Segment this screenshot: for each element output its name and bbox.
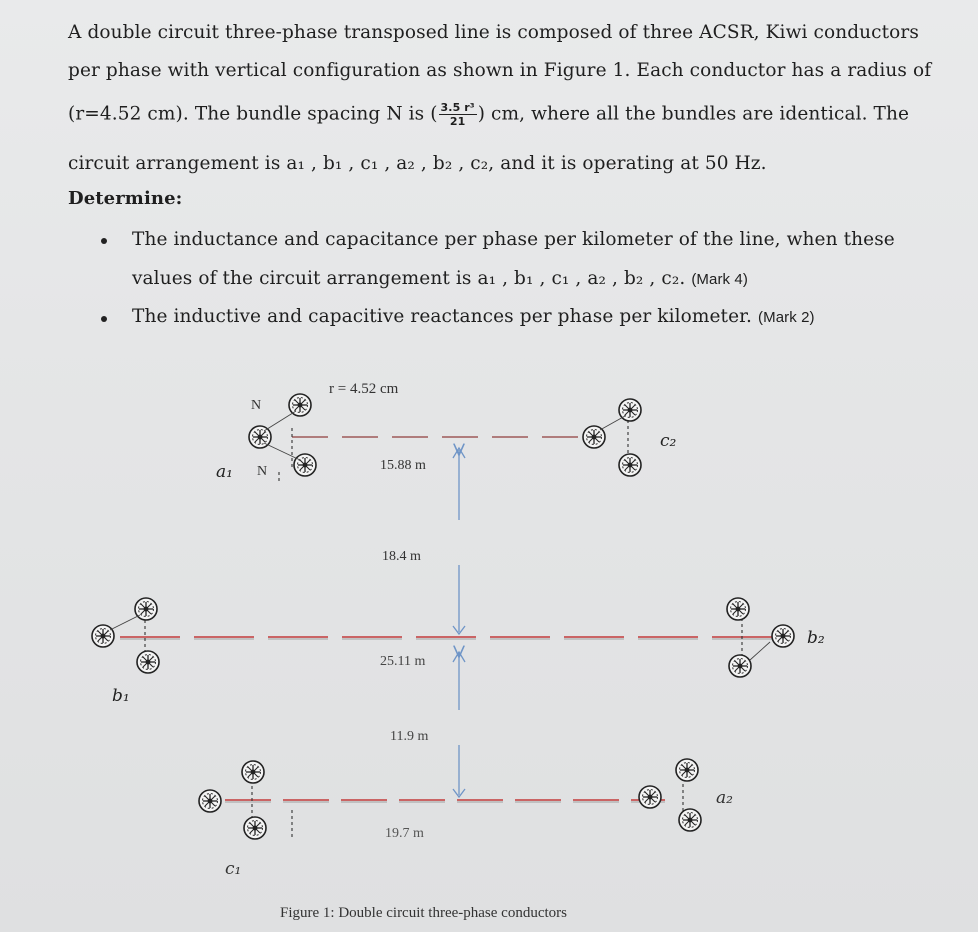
phase-label-a1: a₁	[216, 462, 233, 482]
figure-caption: Figure 1: Double circuit three-phase conductors	[280, 905, 567, 921]
bundle-c2	[583, 399, 641, 476]
problem-line-2: per phase with vertical configuration as shown in Figure 1. Each conductor has a radius of	[68, 60, 932, 81]
fraction-numerator: 3.5 r³	[440, 101, 475, 114]
bundle-ticks	[145, 420, 742, 840]
determine-heading: Determine:	[68, 188, 183, 209]
bottom-width-dimension: 19.7 m	[385, 826, 424, 841]
phase-label-a2: a₂	[716, 788, 733, 808]
top-width-dimension: 15.88 m	[380, 458, 426, 473]
bundle-a2	[639, 759, 701, 831]
bullet-2-mark: (Mark 2)	[758, 309, 815, 326]
problem-line-3-post: ) cm, where all the bundles are identical. The	[477, 103, 910, 125]
bullet-1-line-1: The inductance and capacitance per phase per kilometer of the line, when these	[132, 229, 895, 250]
bottom-level-dashed-line	[225, 800, 665, 802]
upper-vertical-dimension: 18.4 m	[382, 549, 421, 564]
bullet-2-text: The inductive and capacitive reactances per phase per kilometer.	[132, 306, 759, 327]
middle-width-dimension: 25.11 m	[380, 654, 426, 669]
phase-label-c2: c₂	[660, 431, 677, 451]
phase-label-c1: c₁	[225, 859, 242, 879]
bundle-spacing-label-top: N	[251, 398, 262, 413]
bundle-spacing-label-mid: N	[257, 464, 268, 479]
problem-line-1: A double circuit three-phase transposed line is composed of three ACSR, Kiwi conductors	[68, 22, 919, 43]
problem-line-4: circuit arrangement is a₁ , b₁ , c₁ , a₂ , b₂ , c₂, and it is operating at 50 Hz.	[68, 153, 767, 174]
middle-level-dashed-line	[120, 637, 780, 639]
phase-label-b1: b₁	[112, 686, 130, 706]
bullet-1-mark: (Mark 4)	[691, 271, 748, 288]
problem-line-3-pre: (r=4.52 cm). The bundle spacing N is (	[68, 103, 438, 125]
fraction-denominator: 21	[449, 115, 466, 128]
radius-label: r = 4.52 cm	[329, 381, 399, 397]
bundle-b1	[92, 598, 159, 673]
bullet-1-line-2-text: values of the circuit arrangement is a₁ , b₁ , c₁ , a₂ , b₂ , c₂.	[132, 268, 692, 289]
lower-vertical-dimension: 11.9 m	[390, 729, 429, 744]
phase-label-b2: b₂	[807, 628, 825, 648]
